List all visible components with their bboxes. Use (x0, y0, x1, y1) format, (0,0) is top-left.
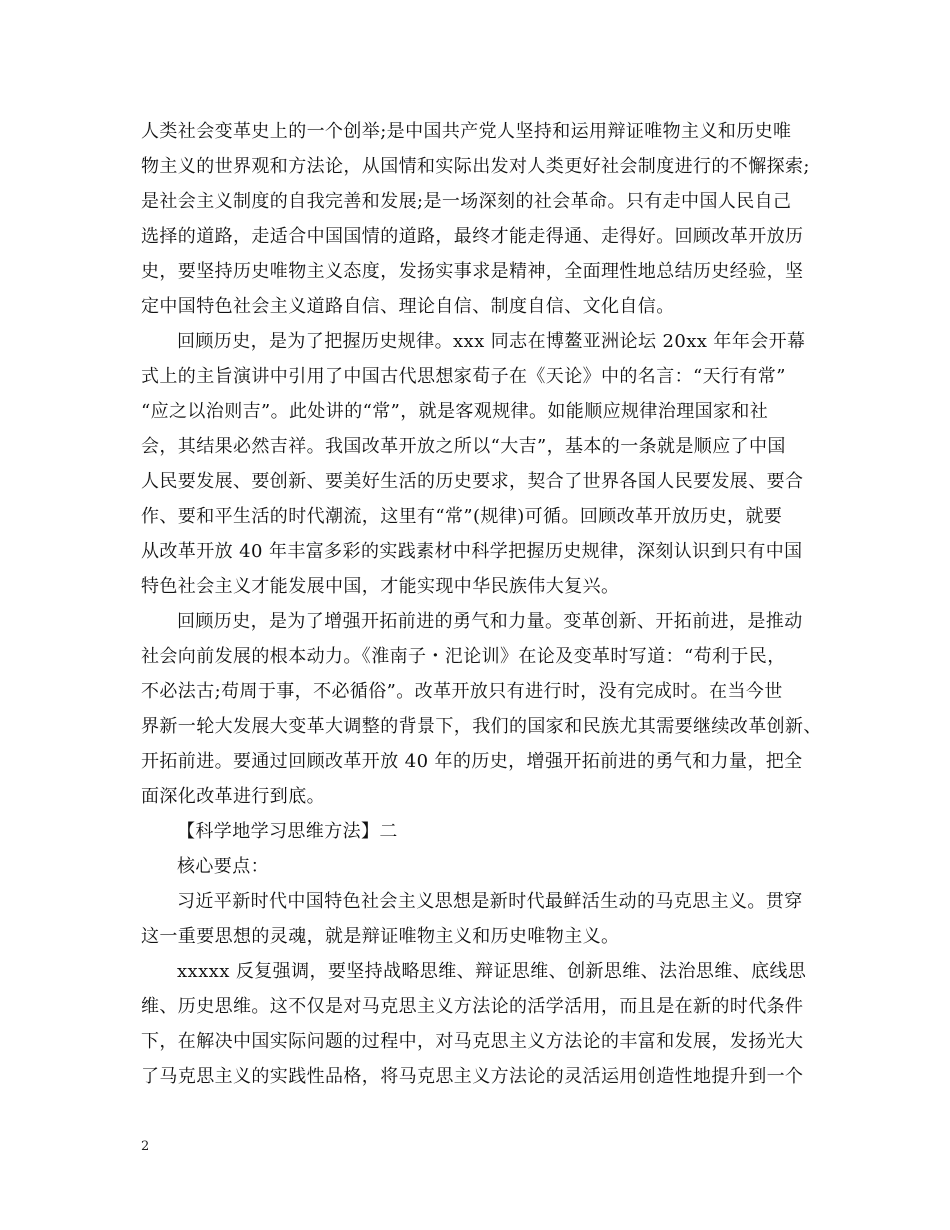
text-line: 习近平新时代中国特色社会主义思想是新时代最鲜活生动的马克思主义。贯穿 (177, 891, 803, 912)
text-line: 社会向前发展的根本动力。《淮南子・汜论训》在论及变革时写道：“苟利于民， (141, 646, 786, 667)
text-line: 从改革开放 40 年丰富多彩的实践素材中科学把握历史规律，深刻认识到只有中国 (141, 541, 803, 562)
text-line: xxxxx 反复强调，要坚持战略思维、辩证思维、创新思维、法治思维、底线思 (177, 961, 807, 982)
text-line: 是社会主义制度的自我完善和发展;是一场深刻的社会革命。只有走中国人民自己 (141, 191, 792, 212)
text-line: 定中国特色社会主义道路自信、理论自信、制度自信、文化自信。 (141, 296, 675, 317)
text-line: 人类社会变革史上的一个创举;是中国共产党人坚持和运用辩证唯物主义和历史唯 (141, 121, 792, 142)
page-number: 2 (141, 1139, 150, 1154)
text-line: 史，要坚持历史唯物主义态度，发扬实事求是精神，全面理性地总结历史经验，坚 (141, 261, 804, 282)
section-heading: 【科学地学习思维方法】二 (177, 821, 398, 842)
text-line: 会，其结果必然吉祥。我国改革开放之所以“大吉”，基本的一条就是顺应了中国 (141, 436, 786, 457)
text-line: 开拓前进。要通过回顾改革开放 40 年的历史，增强开拓前进的勇气和力量，把全 (141, 751, 803, 772)
text-line: 不必法古;苟周于事，不必循俗”。改革开放只有进行时，没有完成时。在当今世 (141, 681, 783, 702)
text-line: 人民要发展、要创新、要美好生活的历史要求，契合了世界各国人民要发展、要合 (141, 471, 804, 492)
text-line: 物主义的世界观和方法论，从国情和实际出发对人类更好社会制度进行的不懈探索; (141, 156, 810, 177)
text-line: 回顾历史，是为了把握历史规律。xxx 同志在博鳌亚洲论坛 20xx 年年会开幕 (177, 331, 806, 352)
text-line: 面深化改革进行到底。 (141, 786, 325, 807)
text-line: 维、历史思维。这不仅是对马克思主义方法论的活学活用，而且是在新的时代条件 (141, 996, 804, 1017)
text-line: 下，在解决中国实际问题的过程中，对马克思主义方法论的丰富和发展，发扬光大 (141, 1031, 804, 1052)
text-line: 这一重要思想的灵魂，就是辩证唯物主义和历史唯物主义。 (141, 926, 620, 947)
text-line: 了马克思主义的实践性品格，将马克思主义方法论的灵活运用创造性地提升到一个 (141, 1066, 804, 1087)
text-line: 回顾历史，是为了增强开拓前进的勇气和力量。变革创新、开拓前进，是推动 (177, 611, 803, 632)
subheading: 核心要点： (177, 856, 269, 877)
text-line: 式上的主旨演讲中引用了中国古代思想家荀子在《天论》中的名言：“天行有常” (141, 366, 786, 387)
text-line: 特色社会主义才能发展中国，才能实现中华民族伟大复兴。 (141, 576, 620, 597)
text-line: 选择的道路，走适合中国国情的道路，最终才能走得通、走得好。回顾改革开放历 (141, 226, 804, 247)
text-line: “应之以治则吉”。此处讲的“常”，就是客观规律。如能顺应规律治理国家和社 (141, 401, 769, 422)
body-text (141, 114, 821, 1094)
text-line: 作、要和平生活的时代潮流，这里有“常”(规律)可循。回顾改革开放历史，就要 (141, 506, 783, 527)
text-line: 界新一轮大发展大变革大调整的背景下，我们的国家和民族尤其需要继续改革创新、 (141, 716, 822, 737)
